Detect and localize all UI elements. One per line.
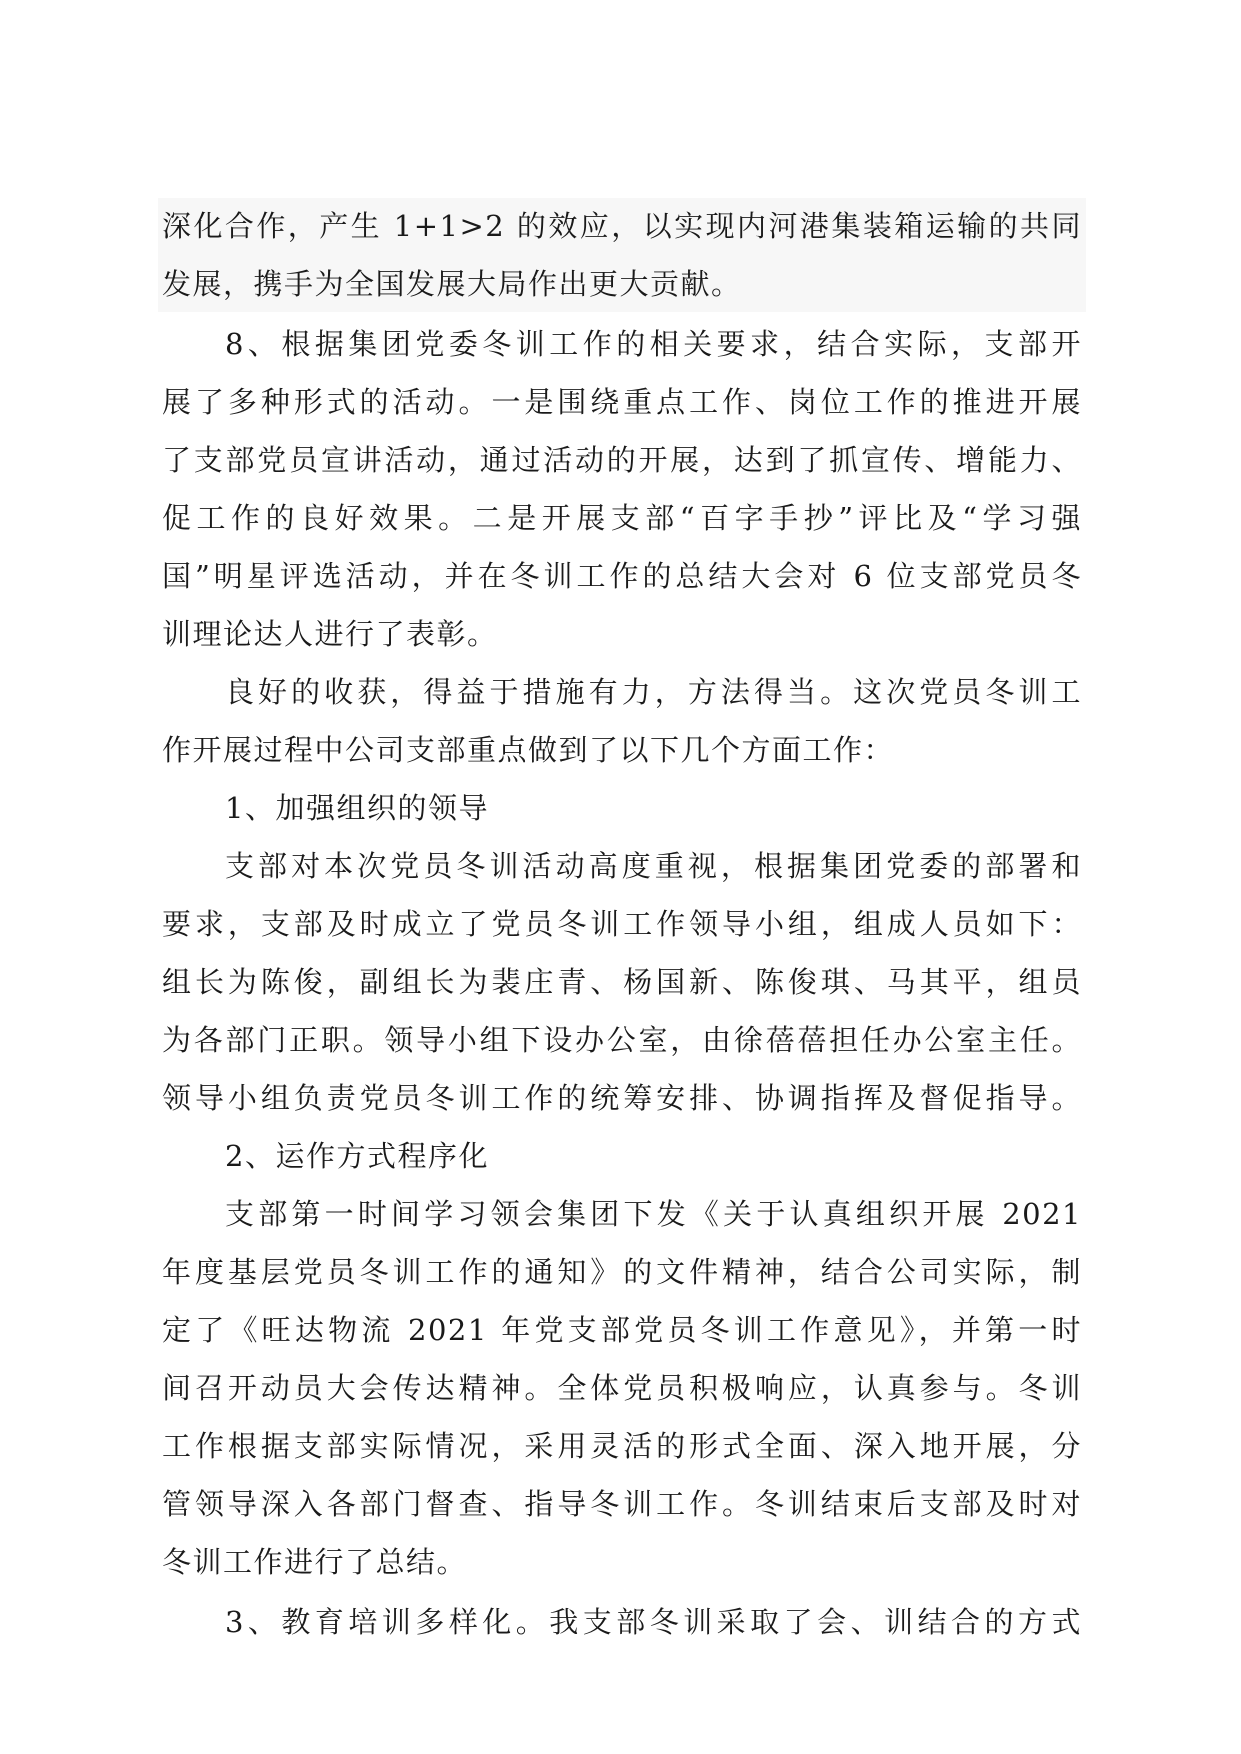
- paragraph-line: 为各部门正职。领导小组下设办公室，由徐蓓蓓担任办公室主任。: [162, 1023, 1082, 1057]
- paragraph-line: 支部第一时间学习领会集团下发《关于认真组织开展 2021: [225, 1197, 1082, 1231]
- paragraph-line: 工作根据支部实际情况，采用灵活的形式全面、深入地开展，分: [162, 1429, 1082, 1463]
- section-heading: 2、运作方式程序化: [225, 1139, 489, 1173]
- paragraph-line: 展了多种形式的活动。一是围绕重点工作、岗位工作的推进开展: [162, 385, 1082, 419]
- paragraph-line: 深化合作，产生 1+1>2 的效应，以实现内河港集装箱运输的共同: [162, 209, 1082, 243]
- paragraph-line: 冬训工作进行了总结。: [162, 1545, 468, 1579]
- paragraph-line: 了支部党员宣讲活动，通过活动的开展，达到了抓宣传、增能力、: [162, 443, 1082, 477]
- paragraph-line: 8、根据集团党委冬训工作的相关要求，结合实际，支部开: [225, 327, 1082, 361]
- paragraph-line: 良好的收获，得益于措施有力，方法得当。这次党员冬训工: [225, 675, 1082, 709]
- paragraph-line: 作开展过程中公司支部重点做到了以下几个方面工作：: [162, 733, 895, 767]
- section-heading: 1、加强组织的领导: [225, 791, 489, 825]
- paragraph-line: 间召开动员大会传达精神。全体党员积极响应，认真参与。冬训: [162, 1371, 1082, 1405]
- paragraph-line: 训理论达人进行了表彰。: [162, 617, 498, 651]
- paragraph-line: 管领导深入各部门督查、指导冬训工作。冬训结束后支部及时对: [162, 1487, 1082, 1521]
- paragraph-line: 促工作的良好效果。二是开展支部“百字手抄”评比及“学习强: [162, 501, 1082, 535]
- paragraph-line: 国”明星评选活动，并在冬训工作的总结大会对 6 位支部党员冬: [162, 559, 1082, 593]
- paragraph-line: 组长为陈俊，副组长为裴庄青、杨国新、陈俊琪、马其平，组员: [162, 965, 1082, 999]
- paragraph-line: 领导小组负责党员冬训工作的统筹安排、协调指挥及督促指导。: [162, 1081, 1082, 1115]
- paragraph-line: 3、教育培训多样化。我支部冬训采取了会、训结合的方式: [225, 1605, 1082, 1639]
- paragraph-line: 年度基层党员冬训工作的通知》的文件精神，结合公司实际，制: [162, 1255, 1082, 1289]
- paragraph-line: 支部对本次党员冬训活动高度重视，根据集团党委的部署和: [225, 849, 1082, 883]
- paragraph-line: 发展，携手为全国发展大局作出更大贡献。: [162, 267, 742, 301]
- paragraph-line: 定了《旺达物流 2021 年党支部党员冬训工作意见》，并第一时: [162, 1313, 1082, 1347]
- paragraph-line: 要求，支部及时成立了党员冬训工作领导小组，组成人员如下：: [162, 907, 1082, 941]
